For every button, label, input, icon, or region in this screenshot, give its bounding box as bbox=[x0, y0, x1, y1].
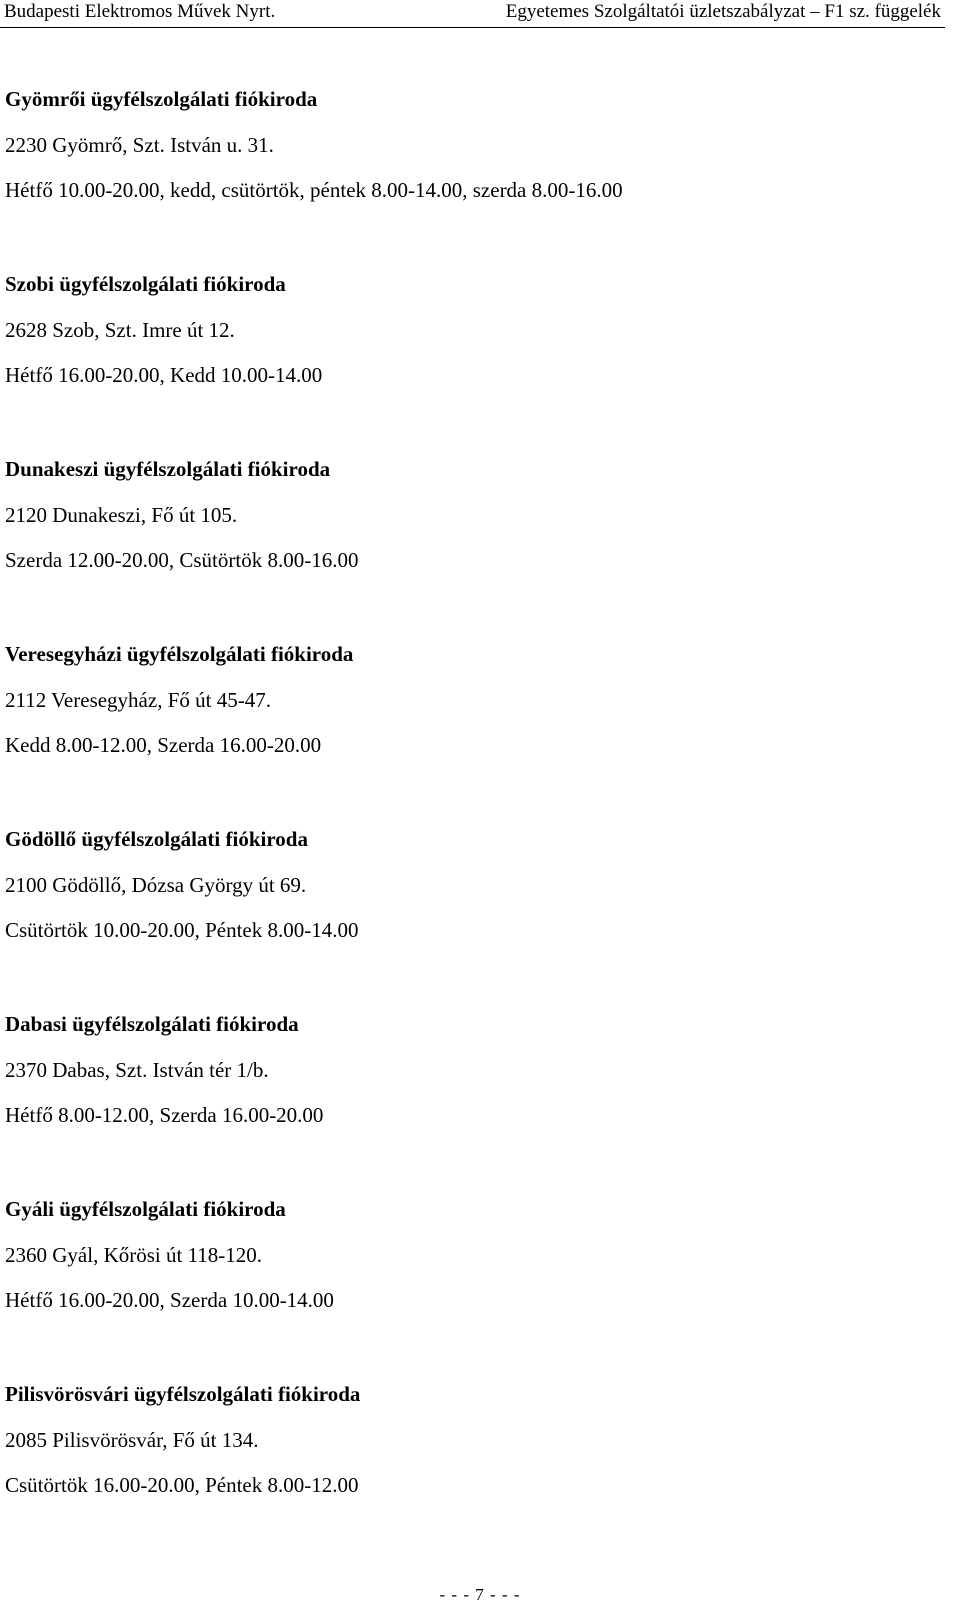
office-name: Pilisvörösvári ügyfélszolgálati fiókiroda bbox=[5, 1382, 361, 1406]
office-name: Gyáli ügyfélszolgálati fiókiroda bbox=[5, 1197, 286, 1221]
office-address: 2120 Dunakeszi, Fő út 105. bbox=[5, 503, 238, 527]
office-hours: Szerda 12.00-20.00, Csütörtök 8.00-16.00 bbox=[5, 548, 359, 572]
office-hours: Hétfő 16.00-20.00, Szerda 10.00-14.00 bbox=[5, 1288, 334, 1312]
office-address: 2628 Szob, Szt. Imre út 12. bbox=[5, 318, 235, 342]
office-address: 2360 Gyál, Kőrösi út 118-120. bbox=[5, 1243, 263, 1267]
office-entry bbox=[5, 815, 935, 1000]
office-list bbox=[5, 75, 935, 1555]
office-entry bbox=[5, 1000, 935, 1185]
office-address: 2112 Veresegyház, Fő út 45-47. bbox=[5, 688, 271, 712]
office-name: Szobi ügyfélszolgálati fiókiroda bbox=[5, 272, 286, 296]
office-address: 2230 Gyömrő, Szt. István u. 31. bbox=[5, 133, 274, 157]
office-entry bbox=[5, 445, 935, 630]
office-name: Veresegyházi ügyfélszolgálati fiókiroda bbox=[5, 642, 354, 666]
office-address: 2370 Dabas, Szt. István tér 1/b. bbox=[5, 1058, 269, 1082]
office-name: Gödöllő ügyfélszolgálati fiókiroda bbox=[5, 827, 308, 851]
page-number: - - - 7 - - - bbox=[439, 1585, 521, 1604]
office-hours: Kedd 8.00-12.00, Szerda 16.00-20.00 bbox=[5, 733, 322, 757]
office-hours: Csütörtök 16.00-20.00, Péntek 8.00-12.00 bbox=[5, 1473, 359, 1497]
header-document-title: Egyetemes Szolgáltatói üzletszabályzat – F1 sz. függelék bbox=[505, 1, 941, 22]
office-entry bbox=[5, 1370, 935, 1555]
office-name: Dunakeszi ügyfélszolgálati fiókiroda bbox=[5, 457, 331, 481]
office-entry bbox=[5, 630, 935, 815]
office-entry bbox=[5, 1185, 935, 1370]
office-hours: Hétfő 10.00-20.00, kedd, csütörtök, péntek 8.00-14.00, szerda 8.00-16.00 bbox=[5, 178, 623, 202]
page-header bbox=[0, 0, 945, 28]
office-entry bbox=[5, 260, 935, 445]
office-address: 2085 Pilisvörösvár, Fő út 134. bbox=[5, 1428, 259, 1452]
office-name: Gyömrői ügyfélszolgálati fiókiroda bbox=[5, 87, 318, 111]
office-hours: Csütörtök 10.00-20.00, Péntek 8.00-14.00 bbox=[5, 918, 359, 942]
office-hours: Hétfő 16.00-20.00, Kedd 10.00-14.00 bbox=[5, 363, 323, 387]
office-hours: Hétfő 8.00-12.00, Szerda 16.00-20.00 bbox=[5, 1103, 324, 1127]
office-address: 2100 Gödöllő, Dózsa György út 69. bbox=[5, 873, 307, 897]
header-company: Budapesti Elektromos Művek Nyrt. bbox=[4, 1, 276, 22]
office-entry bbox=[5, 75, 935, 260]
office-name: Dabasi ügyfélszolgálati fiókiroda bbox=[5, 1012, 299, 1036]
